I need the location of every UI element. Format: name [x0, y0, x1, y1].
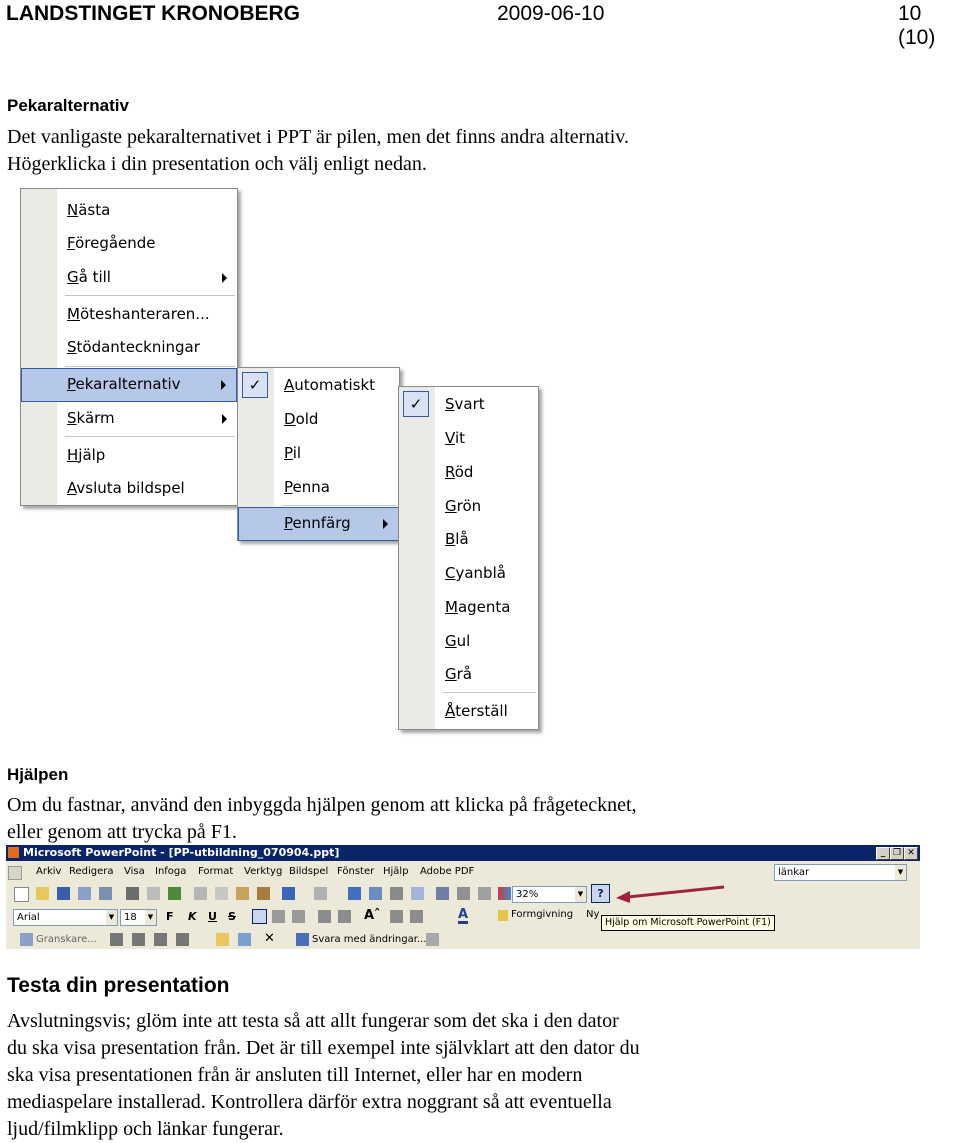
menu-item-gra[interactable]: Grå — [445, 665, 472, 683]
close-icon[interactable]: ✕ — [904, 847, 918, 860]
submenu-arrow-icon — [222, 273, 227, 283]
open-icon[interactable] — [36, 887, 49, 900]
window-title-bar — [6, 845, 920, 861]
chevron-down-icon[interactable]: ▼ — [895, 865, 906, 880]
minimize-icon[interactable]: _ — [876, 847, 890, 860]
menu-item-pil[interactable]: Pil — [284, 444, 302, 462]
menu-item-penna[interactable]: Penna — [284, 478, 330, 496]
section-heading-hjalpen: Hjälpen — [7, 765, 69, 784]
menu-item-ga-till[interactable]: Gå till — [21, 262, 237, 294]
format-painter-icon[interactable] — [257, 887, 270, 900]
menu-bildspel[interactable]: Bildspel — [289, 866, 329, 877]
chevron-down-icon[interactable]: ▼ — [145, 910, 156, 925]
spelling-icon[interactable] — [168, 887, 181, 900]
menu-verktyg[interactable]: Verktyg — [244, 866, 283, 877]
menu-item-gul[interactable]: Gul — [445, 632, 471, 650]
section1-line2: Högerklicka i din presentation och välj enligt nedan. — [7, 153, 427, 175]
menu-item-rod[interactable]: Röd — [445, 463, 474, 481]
save-icon[interactable] — [57, 887, 70, 900]
menu-item-stodanteckningar[interactable]: Stödanteckningar — [67, 338, 200, 356]
delete-comment-icon[interactable]: ✕ — [264, 931, 275, 946]
powerpoint-toolbar-screenshot — [6, 845, 920, 949]
help-search-input[interactable]: länkar ▼ — [774, 864, 907, 881]
document-date: 2009-06-10 — [497, 2, 605, 25]
standard-toolbar — [6, 883, 920, 905]
section-heading-testa: Testa din presentation — [7, 974, 230, 997]
bullets-icon[interactable] — [338, 910, 351, 923]
menu-item-hjalp[interactable]: Hjälp — [67, 446, 106, 464]
submenu-arrow-icon — [222, 414, 227, 424]
menu-item-foregaende[interactable]: Föregående — [67, 234, 156, 252]
menu-item-gron[interactable]: Grön — [445, 497, 482, 515]
permission-icon[interactable] — [78, 887, 91, 900]
print-preview-icon[interactable] — [147, 887, 160, 900]
zoom-select[interactable]: 32% ▼ — [512, 886, 587, 903]
section3-line3: ska visa presentationen från är ansluten till Internet, eller har en modern — [7, 1064, 583, 1086]
menu-item-pennfarg[interactable]: Pennfärg — [238, 507, 399, 541]
chevron-down-icon[interactable]: ▼ — [575, 887, 586, 902]
menu-item-automatiskt[interactable]: Automatiskt — [284, 376, 376, 394]
redo-icon[interactable] — [314, 887, 327, 900]
menu-item-moteshanteraren[interactable]: Möteshanteraren... — [67, 305, 210, 323]
increase-indent-icon[interactable] — [410, 910, 423, 923]
submenu-arrow-icon — [221, 380, 226, 390]
menu-visa[interactable]: Visa — [124, 866, 145, 877]
context-menu-main — [20, 188, 238, 506]
unapply-icon[interactable] — [176, 933, 189, 946]
menu-adobe-pdf[interactable]: Adobe PDF — [420, 866, 475, 877]
menu-item-aterstall[interactable]: Återställ — [445, 702, 508, 720]
menu-item-dold[interactable]: Dold — [284, 410, 319, 428]
menu-item-nasta[interactable]: Nästa — [67, 201, 111, 219]
powerpoint-app-icon — [8, 847, 19, 858]
menu-item-bla[interactable]: Blå — [445, 530, 469, 548]
menu-item-svart[interactable]: Svart — [445, 395, 485, 413]
section3-line1: Avslutningsvis; glöm inte att testa så att allt fungerar som det ska i den dator — [7, 1010, 619, 1032]
tables-borders-icon[interactable] — [390, 887, 403, 900]
paste-icon[interactable] — [236, 887, 249, 900]
align-right-icon[interactable] — [292, 910, 305, 923]
bold-button[interactable]: F — [166, 910, 174, 923]
page-number: 10 (10) — [898, 2, 936, 49]
menu-item-magenta[interactable]: Magenta — [445, 598, 511, 616]
design-icon[interactable] — [498, 910, 508, 921]
undo-icon[interactable] — [282, 887, 295, 900]
reviewing-pane-icon[interactable] — [426, 933, 439, 946]
underline-button[interactable]: U — [208, 910, 217, 923]
menu-fonster[interactable]: Fönster — [337, 866, 375, 877]
copy-icon[interactable] — [215, 887, 228, 900]
menu-arkiv[interactable]: Arkiv — [36, 866, 62, 877]
previous-item-icon[interactable] — [110, 933, 123, 946]
menu-item-avsluta-bildspel[interactable]: Avsluta bildspel — [67, 479, 185, 497]
markup-icon[interactable] — [20, 933, 33, 946]
section1-line1: Det vanligaste pekaralternativet i PPT är pilen, men det finns andra alternativ. — [7, 126, 630, 148]
menu-item-skarm[interactable]: Skärm — [21, 403, 237, 435]
apply-icon[interactable] — [154, 933, 167, 946]
align-left-icon[interactable] — [252, 909, 267, 924]
section3-line2: du ska visa presentation från. Det är till exempel inte självklart att den dator du — [7, 1037, 640, 1059]
decrease-indent-icon[interactable] — [390, 910, 403, 923]
insert-table-icon[interactable] — [369, 887, 382, 900]
menu-hjalp[interactable]: Hjälp — [383, 866, 409, 877]
italic-button[interactable]: K — [188, 910, 197, 923]
reply-with-changes-button[interactable]: Svara med ändringar... — [312, 934, 427, 945]
font-color-icon[interactable]: A — [458, 907, 469, 922]
formatting-toolbar — [6, 906, 920, 928]
context-menu-screenshot — [8, 180, 568, 737]
shadow-button[interactable]: S — [228, 910, 236, 923]
arrow-pointer-icon — [612, 883, 727, 905]
align-center-icon[interactable] — [272, 910, 285, 923]
menu-item-vit[interactable]: Vit — [445, 429, 465, 447]
print-icon[interactable] — [126, 887, 139, 900]
checkmark-icon: ✓ — [242, 372, 268, 398]
expand-all-icon[interactable] — [436, 887, 449, 900]
section-heading-pekaralternativ: Pekaralternativ — [7, 96, 129, 115]
menu-redigera[interactable]: Redigera — [69, 866, 114, 877]
menu-item-pekaralternativ[interactable]: Pekaralternativ — [21, 368, 237, 402]
menu-infoga[interactable]: Infoga — [155, 866, 187, 877]
show-grid-icon[interactable] — [478, 887, 491, 900]
help-tooltip: Hjälp om Microsoft PowerPoint (F1) — [601, 915, 775, 931]
section3-line4: mediaspelare installerad. Kontrollera därför extra noggrant så att eventuella — [7, 1091, 612, 1113]
email-icon[interactable] — [99, 887, 112, 900]
edit-comment-icon[interactable] — [238, 933, 251, 946]
submenu-arrow-icon — [383, 519, 388, 529]
checkmark-icon: ✓ — [403, 391, 429, 417]
menu-item-cyanbla[interactable]: Cyanblå — [445, 564, 506, 582]
show-formatting-icon[interactable] — [457, 887, 470, 900]
document-icon — [8, 866, 22, 880]
insert-chart-icon[interactable] — [348, 887, 361, 900]
next-item-icon[interactable] — [132, 933, 145, 946]
menu-bar — [6, 862, 920, 881]
increase-font-icon[interactable]: Aˆ — [364, 908, 381, 923]
insert-hyperlink-icon[interactable] — [411, 887, 424, 900]
help-question-icon[interactable]: ? — [591, 884, 610, 903]
font-select[interactable]: Arial ▼ — [13, 909, 118, 926]
insert-comment-icon[interactable] — [216, 933, 229, 946]
reviewers-button[interactable]: Granskare... — [36, 934, 97, 945]
menu-format[interactable]: Format — [198, 866, 234, 877]
cut-icon[interactable] — [194, 887, 207, 900]
section2-line2: eller genom att trycka på F1. — [7, 821, 237, 843]
color-grayscale-icon[interactable] — [498, 887, 511, 900]
design-button[interactable]: Formgivning — [511, 909, 574, 920]
section2-line1: Om du fastnar, använd den inbyggda hjälpen genom att klicka på frågetecknet, — [7, 794, 637, 816]
restore-icon[interactable]: ❐ — [890, 847, 904, 860]
document-org: LANDSTINGET KRONOBERG — [6, 2, 300, 25]
chevron-down-icon[interactable]: ▼ — [106, 910, 117, 925]
context-submenu-pennfarg — [398, 386, 539, 730]
section3-line5: ljud/filmklipp och länkar fungerar. — [7, 1118, 284, 1140]
numbering-icon[interactable] — [318, 910, 331, 923]
new-icon[interactable] — [14, 887, 29, 902]
font-size-select[interactable]: 18 ▼ — [120, 909, 157, 926]
reviewing-toolbar — [6, 929, 920, 949]
reply-with-changes-icon[interactable] — [296, 933, 309, 946]
context-submenu-pekaralternativ — [237, 367, 400, 541]
new-slide-button[interactable]: Ny — [586, 909, 600, 920]
window-title: Microsoft PowerPoint - [PP-utbildning_070904.ppt] — [23, 846, 340, 859]
